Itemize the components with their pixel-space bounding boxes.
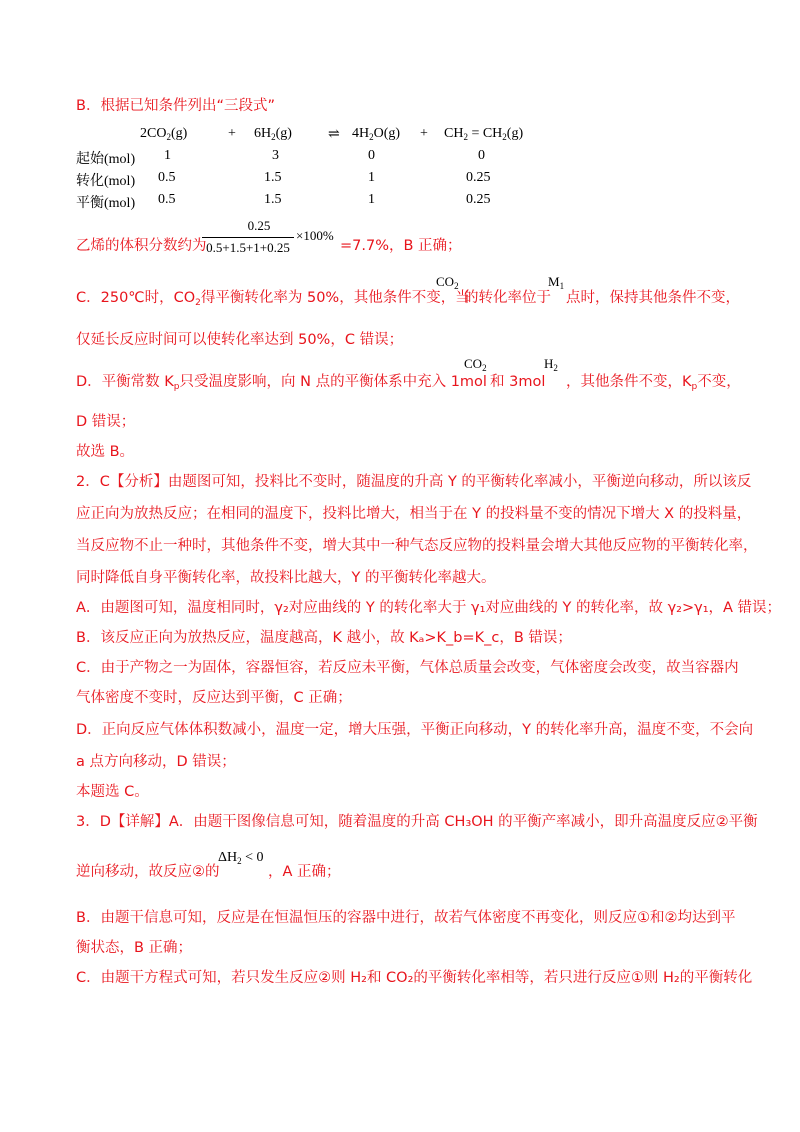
p2-line-7: C．由于产物之一为固体，容器恒容，若反应未平衡，气体总质量会改变，气体密度会改变，故当容器内 [76,660,739,676]
p2-line-10: a 点方向移动，D 错误； [76,754,236,770]
p3-line-2-b: ，A 正确； [268,864,341,880]
row2-h2: 1.5 [264,170,282,185]
fraction-numerator: 0.25 [247,218,271,233]
p1-line-2-pre: 乙烯的体积分数约为 [76,238,207,254]
p1-line-7: 故选 B。 [76,444,135,460]
co2-symbol-2: $CO_2$ [464,356,487,373]
p1-line-5-d: ，其他条件不变，$K_p$不变， [566,374,741,392]
p2-line-3: 当反应物不止一种时，其他条件不变，增大其中一种气态反应物的投料量会增大其他反应物的平衡转化率， [76,538,758,554]
row1-h2: 3 [272,148,279,163]
p1-line-3-d: 点时，保持其他条件不变， [566,290,740,306]
delta-h2-symbol: $\Delta H_2 < 0$ [218,850,264,866]
co2-symbol: $CO_2$ [436,274,459,291]
p3-line-1: 3．D【详解】A．由题干图像信息可知，随着温度的升高 CH₃OH 的平衡产率减小，即升高温度反应②平衡 [76,814,758,830]
p1-line-3-c: 的转化率位于 [464,290,551,306]
p2-line-2: 应正向为放热反应；在相同的温度下，投料比增大，相当于在 Y 的投料量不变的情况下增大 X 的投料量， [76,506,752,522]
h2-symbol: $H_2$ [544,356,558,373]
row2-h2o: 1 [368,170,375,185]
eq-c2h4: $CH_2 = CH_2(g)$ [444,126,524,142]
row1-h2o: 0 [368,148,375,163]
eq-h2o: $4H_2O(g)$ [352,126,401,142]
p1-line-3-a: C．250℃时，$CO_2$得平衡转化率为 50%，其他条件不变，当 [76,290,470,308]
p2-line-5: A．由题图可知，温度相同时，γ₂对应曲线的 Y 的转化率大于 γ₁对应曲线的 Y 的转化率，故 γ₂>γ₁，A 错误； [76,600,782,616]
row1-c2h4: 0 [478,148,485,163]
row3-h2: 1.5 [264,192,282,207]
equilibrium-table [76,122,524,212]
p3-line-2-a: 逆向移动，故反应②的 [76,864,220,880]
p3-line-5: C．由题干方程式可知，若只发生反应②则 H₂和 CO₂的平衡转化率相等，若只进行反应①则 H₂的平衡转化 [76,970,753,986]
p1-line-5-c: 和 3mol [490,374,546,390]
p2-line-4: 同时降低自身平衡转化率，故投料比越大，Y 的平衡转化率越大。 [76,570,496,586]
row-label-initial: 起始(mol) [76,152,136,167]
p3-line-3: B．由题干信息可知，反应是在恒温恒压的容器中进行，故若气体密度不再变化，则反应①和②均达到平 [76,910,736,926]
p1-line-5-a: D．平衡常数 $K_p$只受温度影响，向 N 点的平衡体系中充入 1mol [76,374,487,392]
row2-c2h4: 0.25 [466,170,491,185]
row3-c2h4: 0.25 [466,192,491,207]
p2-line-9: D．正向反应气体体积数减小，温度一定，增大压强，平衡正向移动，Y 的转化率升高，温度不变，不会向 [76,722,754,738]
p2-line-6: B．该反应正向为放热反应，温度越高，K 越小，故 Kₐ>K_b=K_c，B 错误； [76,630,572,646]
row3-co2: 0.5 [158,192,176,207]
m1-symbol: $M_1$ [548,274,565,291]
fraction-denominator: 0.5+1.5+1+0.25 [206,240,290,255]
row-label-equilibrium: 平衡(mol) [76,196,136,211]
p2-line-8: 气体密度不变时，反应达到平衡，C 正确； [76,690,352,706]
row-label-change: 转化(mol) [76,174,136,189]
p1-line-4: 仅延长反应时间可以使转化率达到 50%，C 错误； [76,332,404,348]
p1-line-2-post: =7.7%，B 正确； [340,238,462,254]
row1-co2: 1 [164,148,171,163]
fraction-times: ×100% [296,228,334,243]
p2-line-11: 本题选 C。 [76,784,149,800]
row2-co2: 0.5 [158,170,176,185]
eq-plus-2: + [420,126,428,141]
row3-h2o: 1 [368,192,375,207]
p3-line-4: 衡状态，B 正确； [76,940,193,956]
p1-line-1: B．根据已知条件列出“三段式” [76,98,275,114]
fraction-bar [202,237,294,238]
p2-line-1: 2．C【分析】由题图可知，投料比不变时，随温度的升高 Y 的平衡转化率减小，平衡逆向移动，所以该反 [76,474,752,490]
eq-co2: $2CO_2(g)$ [140,126,188,142]
eq-arrow: ⇌ [328,127,340,142]
p1-line-6: D 错误； [76,414,136,430]
eq-h2: $6H_2(g)$ [254,126,292,142]
eq-plus-1: + [228,126,236,141]
